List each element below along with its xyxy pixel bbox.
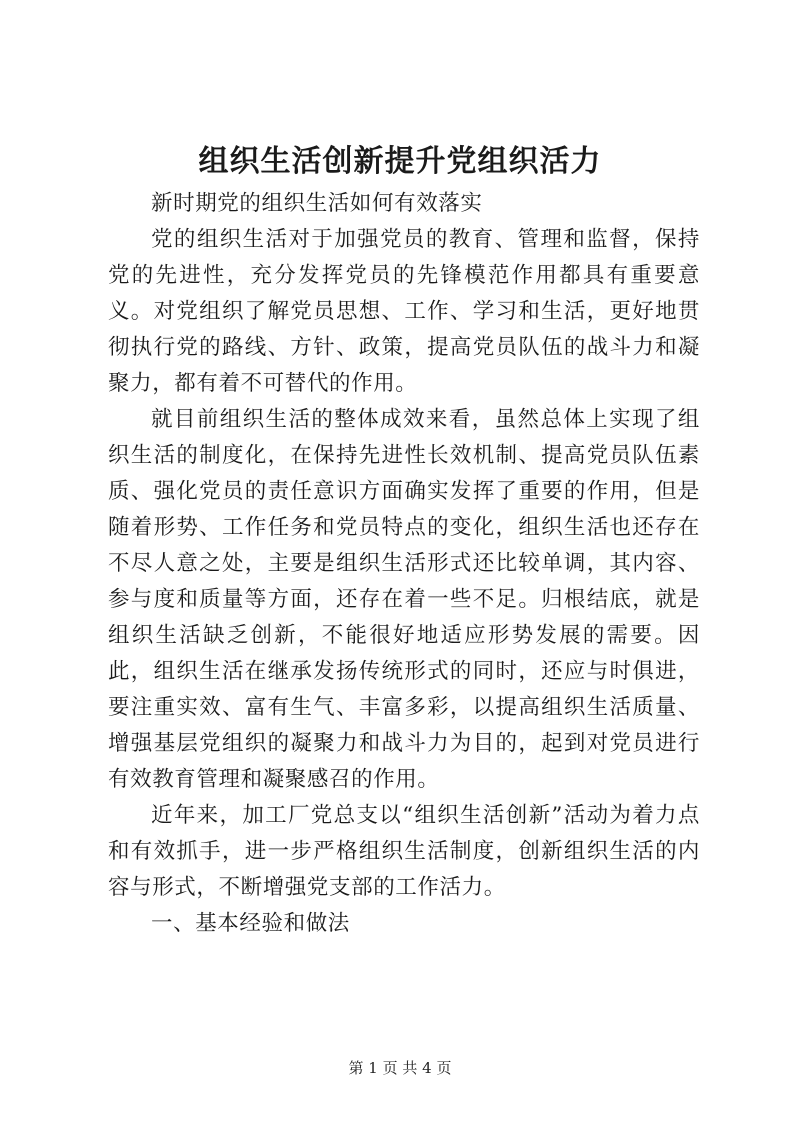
paragraph-current-status: 就目前组织生活的整体成效来看，虽然总体上实现了组织生活的制度化，在保持先进性长效机制、提高党员队伍素质、强化党员的责任意识方面确实发挥了重要的作用，但是随着形势、工作任务和党员特点的变化，组织生活也还存在不尽人意之处，主要是组织生活形式还比较单调，其内容、参与度和质量等方面，还存在着一些不足。归根结底，就是组织生活缺乏创新，不能很好地适应形势发展的需要。因此，组织生活在继承发扬传统形式的同时，还应与时俱进，要注重实效、富有生气、丰富多彩，以提高组织生活质量、增强基层党组织的凝聚力和战斗力为目的，起到对党员进行有效教育管理和凝聚感召的作用。 bbox=[108, 407, 700, 792]
paragraph-subtitle: 新时期党的组织生活如何有效落实 bbox=[151, 191, 483, 216]
paragraph-intro: 党的组织生活对于加强党员的教育、管理和监督，保持党的先进性，充分发挥党员的先锋模范作用都具有重要意义。对党组织了解党员思想、工作、学习和生活，更好地贯彻执行党的路线、方针、政策，提高党员队伍的战斗力和凝聚力，都有着不可替代的作用。 bbox=[108, 227, 700, 396]
document-body bbox=[108, 186, 700, 942]
page-footer: 第 1 页 共 4 页 bbox=[348, 1059, 452, 1077]
document-title: 组织生活创新提升党组织活力 bbox=[198, 144, 602, 179]
section-heading-1: 一、基本经验和做法 bbox=[151, 911, 350, 936]
paragraph-recent-years: 近年来，加工厂党总支以“组织生活创新”活动为着力点和有效抓手，进一步严格组织生活制度，创新组织生活的内容与形式，不断增强党支部的工作活力。 bbox=[108, 803, 700, 900]
